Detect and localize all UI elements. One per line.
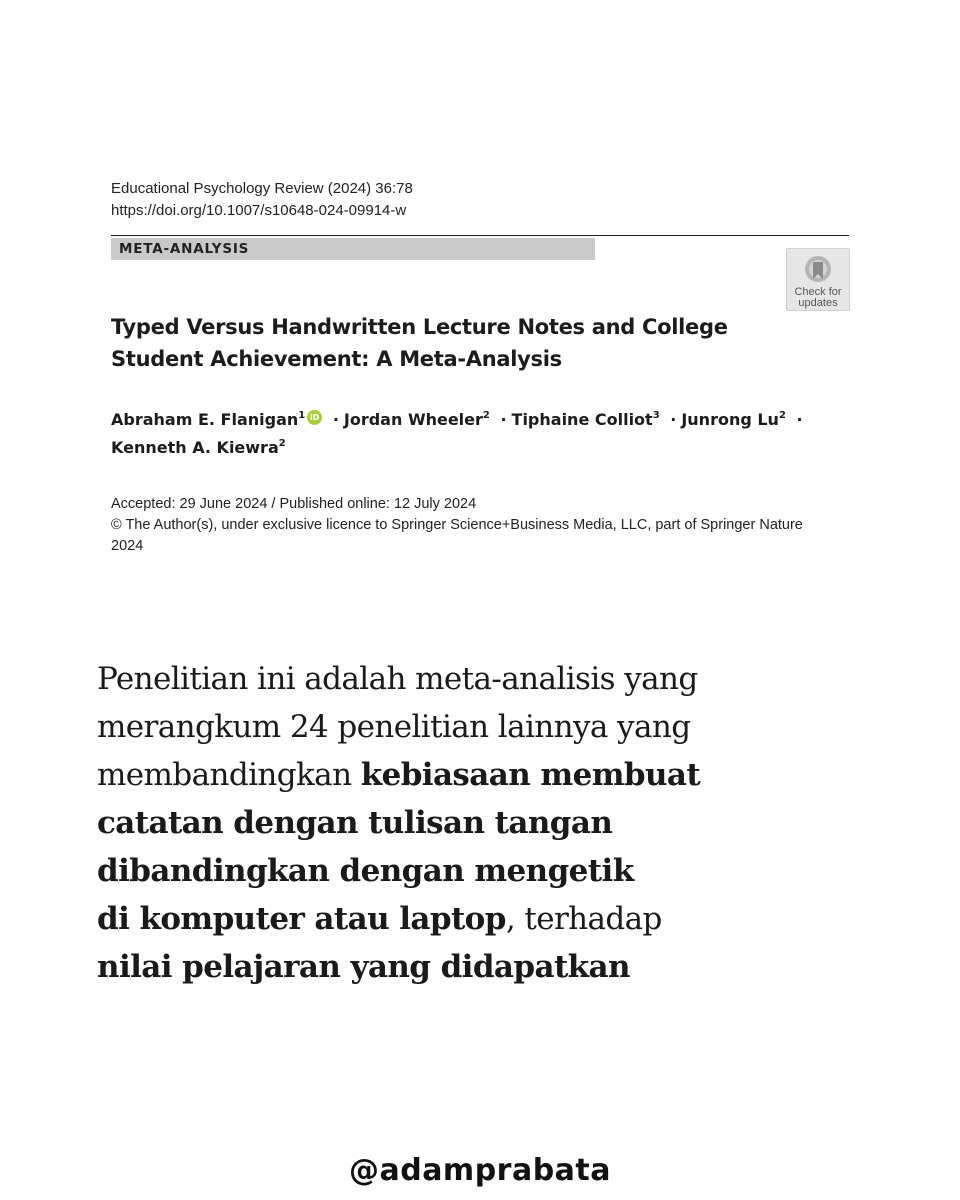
caption-emphasis: catatan dengan tulisan tangan bbox=[97, 805, 613, 841]
author-separator: · bbox=[332, 410, 339, 429]
doi-link[interactable]: https://doi.org/10.1007/s10648-024-09914-w bbox=[111, 202, 407, 219]
affiliation-marker: 1 bbox=[298, 410, 306, 421]
caption-line bbox=[97, 799, 857, 847]
journal-citation: Educational Psychology Review (2024) 36:78 bbox=[111, 180, 413, 197]
author-name[interactable]: Abraham E. Flanigan bbox=[111, 410, 299, 429]
author-separator: · bbox=[500, 410, 507, 429]
caption-line bbox=[97, 751, 857, 799]
section-band bbox=[111, 238, 595, 260]
section-label: META-ANALYSIS bbox=[119, 241, 250, 257]
caption-line bbox=[97, 895, 857, 943]
caption-line: merangkum 24 penelitian lainnya yang bbox=[97, 709, 691, 745]
publication-dates: Accepted: 29 June 2024 / Published online: 12 July 2024 bbox=[111, 496, 477, 512]
author-separator: · bbox=[796, 410, 803, 429]
paper-title bbox=[111, 311, 728, 375]
caption-plain-text: membandingkan bbox=[97, 757, 361, 793]
licence-notice: © The Author(s), under exclusive licence to Springer Science+Business Media, LLC, part of Springer Nature bbox=[111, 517, 803, 533]
caption-emphasis: di komputer atau laptop bbox=[97, 901, 506, 937]
author-handle: @adamprabata bbox=[348, 1153, 612, 1188]
affiliation-marker: 2 bbox=[278, 438, 286, 449]
check-for-label: Check for bbox=[794, 286, 842, 298]
caption-text bbox=[97, 655, 857, 991]
updates-label: updates bbox=[798, 297, 838, 309]
affiliation-marker: 2 bbox=[482, 410, 490, 421]
caption-emphasis: kebiasaan membuat bbox=[360, 757, 701, 793]
caption-plain-text: , terhadap bbox=[505, 901, 662, 937]
bookmark-icon bbox=[802, 254, 834, 286]
orcid-icon[interactable]: iD bbox=[307, 410, 322, 425]
title-line: Typed Versus Handwritten Lecture Notes and College bbox=[111, 315, 728, 339]
caption-line: Penelitian ini adalah meta-analisis yang bbox=[97, 661, 698, 697]
check-for-updates-badge[interactable] bbox=[786, 248, 850, 311]
affiliation-marker: 3 bbox=[652, 410, 660, 421]
caption-emphasis: nilai pelajaran yang didapatkan bbox=[97, 949, 630, 985]
caption-emphasis: dibandingkan dengan mengetik bbox=[97, 853, 634, 889]
author-name[interactable]: Kenneth A. Kiewra bbox=[111, 438, 279, 457]
author-line bbox=[111, 406, 808, 434]
author-list bbox=[111, 406, 808, 462]
caption-line bbox=[97, 847, 857, 895]
caption-line bbox=[97, 943, 857, 991]
author-name[interactable]: Junrong Lu bbox=[681, 410, 779, 429]
author-separator: · bbox=[670, 410, 677, 429]
author-line bbox=[111, 434, 808, 462]
author-name[interactable]: Tiphaine Colliot bbox=[511, 410, 653, 429]
licence-year: 2024 bbox=[111, 538, 144, 554]
header-divider bbox=[111, 235, 849, 236]
author-name[interactable]: Jordan Wheeler bbox=[343, 410, 483, 429]
affiliation-marker: 2 bbox=[778, 410, 786, 421]
title-line: Student Achievement: A Meta-Analysis bbox=[111, 347, 562, 371]
